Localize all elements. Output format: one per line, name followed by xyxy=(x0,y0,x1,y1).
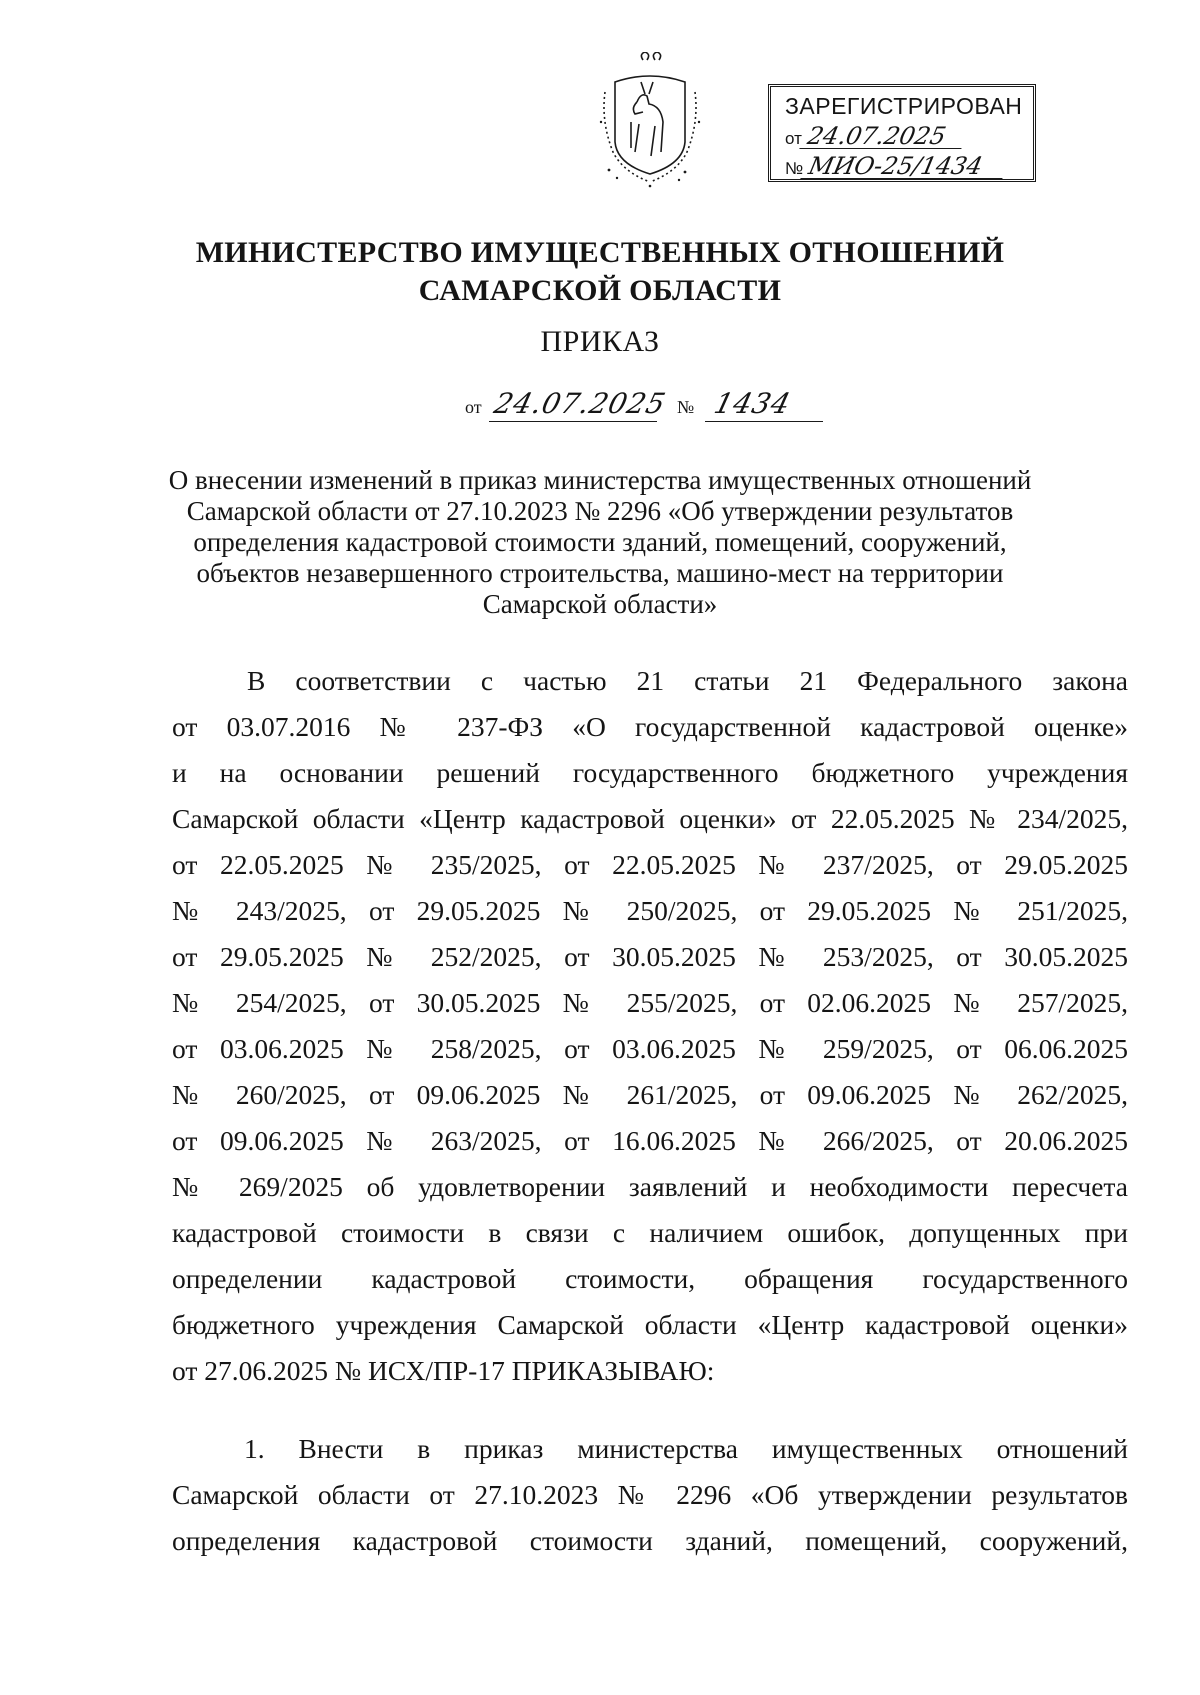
stamp-title: ЗАРЕГИСТРИРОВАН xyxy=(785,93,1023,119)
subject-line: Самарской области от 27.10.2023 № 2296 «Об утверждении результатов xyxy=(186,496,1014,526)
paragraph-line: В соответствии с частью 21 статьи 21 Федерального закона xyxy=(247,665,1128,696)
clause-1-paragraph xyxy=(172,1426,1128,1564)
paragraph-line: от 29.05.2025 № 252/2025, от 30.05.2025 № 253/2025, от 30.05.2025 xyxy=(172,941,1128,972)
paragraph-line: бюджетного учреждения Самарской области «Центр кадастровой оценки» xyxy=(172,1309,1128,1340)
stamp-date-row xyxy=(785,119,1023,149)
order-number-value: 1434 xyxy=(710,387,795,420)
stamp-number-value: МИО-25/1434 xyxy=(801,154,1008,179)
paragraph-line: от 27.06.2025 № ИСХ/ПР-17 ПРИКАЗЫВАЮ: xyxy=(172,1355,715,1386)
subject-line: Самарской области» xyxy=(482,589,718,619)
paragraph-line: 1. Внести в приказ министерства имущественных отношений xyxy=(244,1433,1128,1464)
ministry-name-line2: САМАРСКОЙ ОБЛАСТИ xyxy=(418,274,782,307)
paragraph-line: № 260/2025, от 09.06.2025 № 261/2025, от 09.06.2025 № 262/2025, xyxy=(172,1079,1128,1110)
order-date-value: 24.07.2025 xyxy=(490,387,670,420)
subject-line: О внесении изменений в приказ министерства имущественных отношений xyxy=(168,465,1032,495)
stamp-number-row xyxy=(785,149,1023,179)
order-date-label: от xyxy=(465,397,482,417)
paragraph-line: определении кадастровой стоимости, обращения государственного xyxy=(172,1263,1128,1294)
paragraph-line: Самарской области «Центр кадастровой оценки» от 22.05.2025 № 234/2025, xyxy=(172,803,1128,834)
paragraph-line: Самарской области от 27.10.2023 № 2296 «Об утверждении результатов xyxy=(172,1479,1128,1510)
paragraph-line: № 243/2025, от 29.05.2025 № 250/2025, от 29.05.2025 № 251/2025, xyxy=(172,895,1128,926)
paragraph-line: № 269/2025 об удовлетворении заявлений и необходимости пересчета xyxy=(172,1171,1128,1202)
stamp-date-value: 24.07.2025 xyxy=(799,124,966,149)
paragraph-line: № 254/2025, от 30.05.2025 № 255/2025, от 02.06.2025 № 257/2025, xyxy=(172,987,1128,1018)
stamp-date-label: от xyxy=(785,129,802,148)
subject-line: определения кадастровой стоимости зданий, помещений, сооружений, xyxy=(193,527,1007,557)
order-number-underline xyxy=(705,421,823,422)
paragraph-line: от 09.06.2025 № 263/2025, от 16.06.2025 № 266/2025, от 20.06.2025 xyxy=(172,1125,1128,1156)
paragraph-line: от 03.07.2016 № 237-ФЗ «О государственной кадастровой оценке» xyxy=(172,711,1128,742)
paragraph-line: кадастровой стоимости в связи с наличием ошибок, допущенных при xyxy=(172,1217,1128,1248)
document-type-title: ПРИКАЗ xyxy=(540,325,660,358)
preamble-paragraph xyxy=(172,658,1128,1394)
paragraph-line: определения кадастровой стоимости зданий, помещений, сооружений, xyxy=(172,1525,1128,1556)
order-date-number-line xyxy=(465,382,825,422)
paragraph-line: от 03.06.2025 № 258/2025, от 03.06.2025 № 259/2025, от 06.06.2025 xyxy=(172,1033,1128,1064)
ministry-name-line1: МИНИСТЕРСТВО ИМУЩЕСТВЕННЫХ ОТНОШЕНИЙ xyxy=(195,236,1005,269)
stamp-number-label: № xyxy=(785,159,804,178)
subject-line: объектов незавершенного строительства, машино-мест на территории xyxy=(196,558,1004,588)
order-subject xyxy=(150,465,1050,620)
order-number-label: № xyxy=(677,397,695,417)
paragraph-line: и на основании решений государственного бюджетного учреждения xyxy=(172,757,1128,788)
registration-stamp xyxy=(768,84,1036,182)
coat-of-arms-emblem xyxy=(595,52,705,192)
order-date-underline xyxy=(489,421,657,422)
paragraph-line: от 22.05.2025 № 235/2025, от 22.05.2025 № 237/2025, от 29.05.2025 xyxy=(172,849,1128,880)
